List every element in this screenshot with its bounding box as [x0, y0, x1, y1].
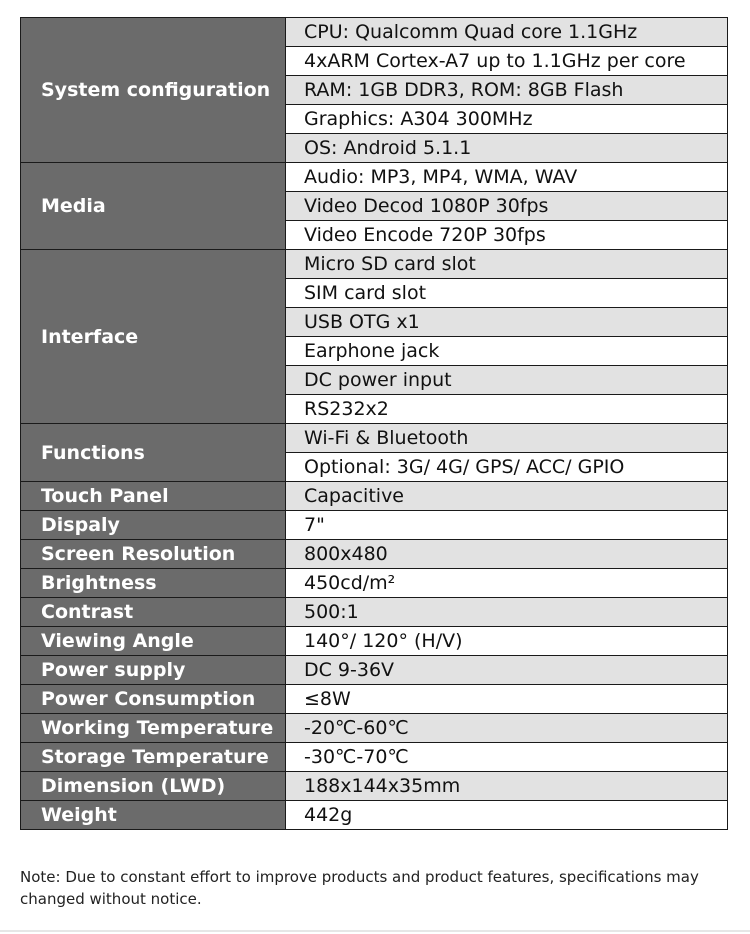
spec-category-label: Functions [21, 424, 286, 482]
spec-category-label: Screen Resolution [21, 540, 286, 569]
spec-table-body [21, 18, 728, 830]
spec-category-label: Viewing Angle [21, 627, 286, 656]
spec-value: RS232x2 [286, 395, 728, 424]
spec-value: -30℃-70℃ [286, 743, 728, 772]
bottom-divider [0, 930, 750, 932]
spec-row [21, 772, 728, 801]
spec-row [21, 598, 728, 627]
spec-row [21, 569, 728, 598]
spec-category-label: Dimension (LWD) [21, 772, 286, 801]
spec-category-label: Touch Panel [21, 482, 286, 511]
spec-value: Video Decod 1080P 30fps [286, 192, 728, 221]
spec-value: -20℃-60℃ [286, 714, 728, 743]
spec-value: 442g [286, 801, 728, 830]
spec-category-label: Interface [21, 250, 286, 424]
spec-row [21, 627, 728, 656]
spec-value: 7" [286, 511, 728, 540]
spec-value: RAM: 1GB DDR3, ROM: 8GB Flash [286, 76, 728, 105]
spec-value: DC 9-36V [286, 656, 728, 685]
spec-row [21, 743, 728, 772]
spec-value: Capacitive [286, 482, 728, 511]
spec-value: 800x480 [286, 540, 728, 569]
spec-row [21, 801, 728, 830]
spec-row [21, 163, 728, 192]
spec-category-label: Weight [21, 801, 286, 830]
spec-value: 500:1 [286, 598, 728, 627]
spec-category-label: Media [21, 163, 286, 250]
spec-row [21, 511, 728, 540]
spec-value: 4xARM Cortex-A7 up to 1.1GHz per core [286, 47, 728, 76]
spec-category-label: Power supply [21, 656, 286, 685]
spec-row [21, 250, 728, 279]
spec-table [20, 17, 728, 830]
spec-value: CPU: Qualcomm Quad core 1.1GHz [286, 18, 728, 47]
spec-category-label: Power Consumption [21, 685, 286, 714]
spec-row [21, 656, 728, 685]
spec-value: DC power input [286, 366, 728, 395]
spec-value: Optional: 3G/ 4G/ GPS/ ACC/ GPIO [286, 453, 728, 482]
spec-value: ≤8W [286, 685, 728, 714]
spec-category-label: Storage Temperature [21, 743, 286, 772]
spec-value: SIM card slot [286, 279, 728, 308]
spec-value: Graphics: A304 300MHz [286, 105, 728, 134]
spec-value: Video Encode 720P 30fps [286, 221, 728, 250]
spec-category-label: Dispaly [21, 511, 286, 540]
spec-value: OS: Android 5.1.1 [286, 134, 728, 163]
spec-row [21, 685, 728, 714]
footnote: Note: Due to constant effort to improve products and product features, specifications may changed without notice. [20, 868, 699, 908]
spec-value: Audio: MP3, MP4, WMA, WAV [286, 163, 728, 192]
spec-value: Wi-Fi & Bluetooth [286, 424, 728, 453]
spec-row [21, 540, 728, 569]
spec-value: Micro SD card slot [286, 250, 728, 279]
spec-value: USB OTG x1 [286, 308, 728, 337]
spec-value: 140°/ 120° (H/V) [286, 627, 728, 656]
spec-value: 450cd/m² [286, 569, 728, 598]
spec-row [21, 18, 728, 47]
spec-category-label: Contrast [21, 598, 286, 627]
spec-row [21, 482, 728, 511]
spec-row [21, 424, 728, 453]
spec-value: Earphone jack [286, 337, 728, 366]
spec-category-label: System configuration [21, 18, 286, 163]
spec-row [21, 714, 728, 743]
spec-category-label: Working Temperature [21, 714, 286, 743]
spec-category-label: Brightness [21, 569, 286, 598]
spec-value: 188x144x35mm [286, 772, 728, 801]
